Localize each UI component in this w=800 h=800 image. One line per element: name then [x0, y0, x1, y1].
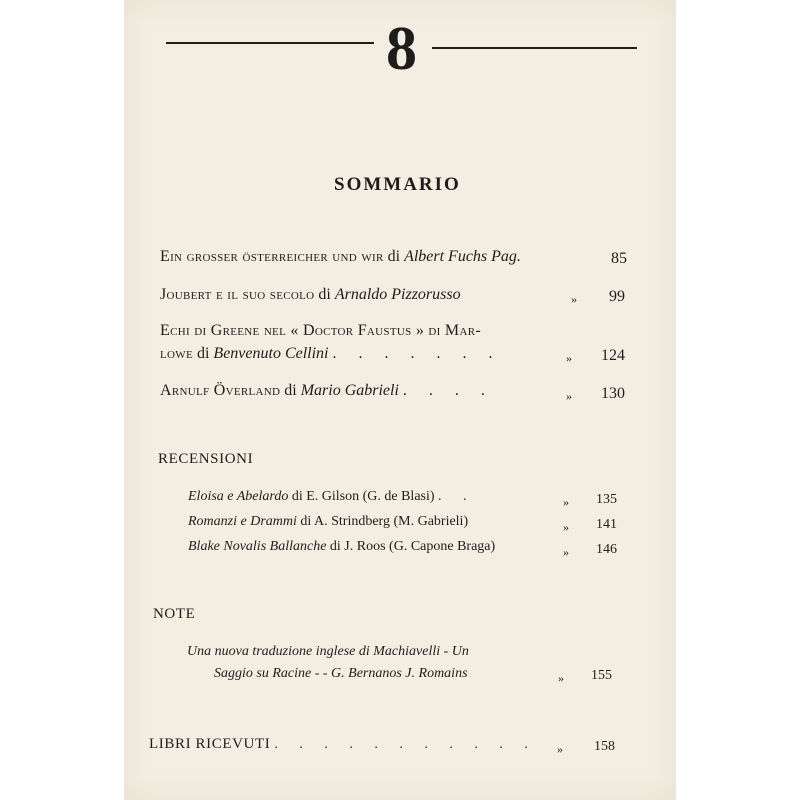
- article-page: 85: [611, 250, 627, 267]
- issue-number: 8: [386, 15, 417, 83]
- note-line: Una nuova traduzione inglese di Machiavelli - Un: [187, 644, 469, 659]
- page-title: SOMMARIO: [334, 174, 461, 195]
- review-author: di A. Strindberg (M. Gabrieli): [300, 514, 469, 529]
- article-title: Joubert e il suo secolo: [160, 286, 315, 303]
- review-title: Eloisa e Abelardo: [188, 489, 289, 504]
- article-author: Albert Fuchs: [404, 248, 488, 265]
- review-entry: [188, 514, 468, 530]
- article-title-line: Echi di Greene nel « Doctor Faustus » di Mar-: [160, 322, 481, 339]
- article-page: 124: [601, 347, 625, 364]
- leader-dots: . .: [438, 489, 476, 504]
- article-author: Arnaldo Pizzorusso: [334, 286, 461, 303]
- ditto-mark: »: [566, 351, 572, 365]
- note-line: Saggio su Racine - - G. Bernanos J. Romains: [214, 666, 468, 681]
- review-author: di J. Roos (G. Capone Braga): [329, 539, 496, 554]
- review-title: Romanzi e Drammi: [188, 514, 297, 529]
- article-author: Benvenuto Cellini: [213, 345, 329, 362]
- article-di: di: [387, 248, 401, 265]
- ditto-mark: »: [571, 292, 577, 306]
- article-entry: [160, 382, 494, 400]
- ditto-mark: »: [566, 389, 572, 403]
- pag-label: Pag.: [491, 248, 521, 265]
- ditto-mark: »: [557, 742, 563, 756]
- article-di: di: [196, 345, 210, 362]
- ditto-mark: »: [563, 545, 569, 559]
- article-di: di: [284, 382, 297, 399]
- libri-heading: LIBRI RICEVUTI: [149, 736, 271, 752]
- recensioni-heading: RECENSIONI: [158, 451, 254, 467]
- libri-page: 158: [594, 739, 615, 754]
- review-page: 141: [596, 517, 617, 532]
- ditto-mark: »: [563, 520, 569, 534]
- article-entry: [160, 248, 521, 266]
- libri-entry: [149, 735, 537, 753]
- article-page: 130: [601, 385, 625, 402]
- review-page: 135: [596, 492, 617, 507]
- review-entry: [188, 489, 476, 505]
- article-title-line: lowe: [160, 345, 193, 362]
- header-rule-left: [166, 42, 374, 44]
- article-di: di: [318, 286, 331, 303]
- header-rule-right: [432, 47, 637, 49]
- review-title: Blake Novalis Ballanche: [188, 539, 327, 554]
- review-author: di E. Gilson (G. de Blasi): [291, 489, 435, 504]
- article-entry: [160, 345, 502, 363]
- article-entry: [160, 286, 461, 304]
- article-author: Mario Gabrieli: [300, 382, 399, 399]
- note-heading: NOTE: [153, 606, 196, 622]
- article-title: Ein grosser österreicher und wir: [160, 248, 384, 265]
- leader-dots: . . . . . . .: [332, 345, 502, 362]
- article-page: 99: [609, 288, 625, 305]
- review-page: 146: [596, 542, 617, 557]
- note-page: 155: [591, 668, 612, 683]
- ditto-mark: »: [563, 495, 569, 509]
- review-entry: [188, 539, 495, 555]
- ditto-mark: »: [558, 671, 564, 685]
- leader-dots: . . . .: [402, 382, 494, 399]
- leader-dots: . . . . . . . . . . .: [274, 737, 537, 752]
- article-title: Arnulf Överland: [160, 382, 281, 399]
